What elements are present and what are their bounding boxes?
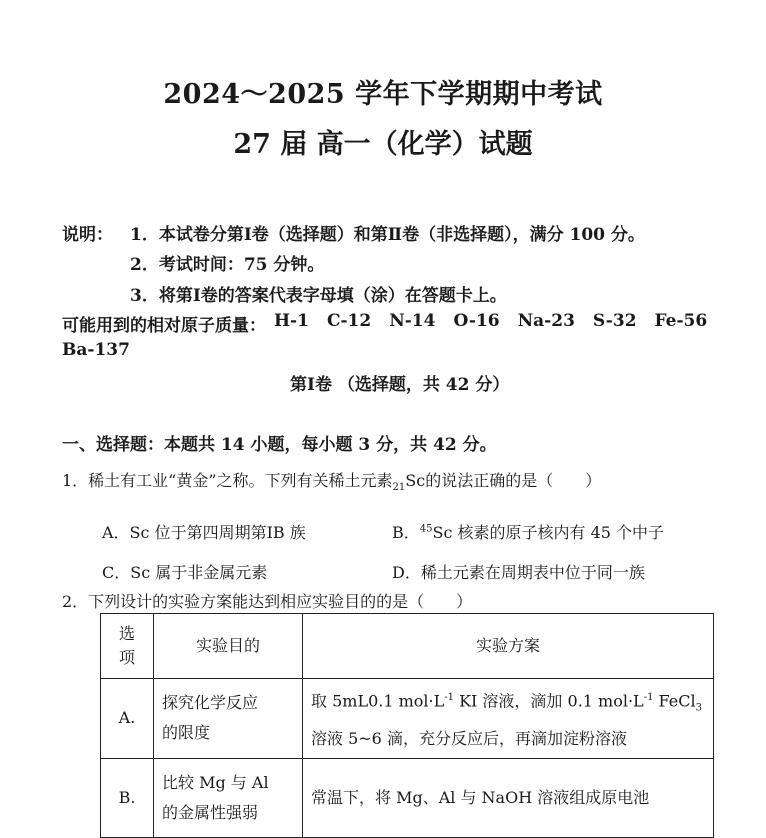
atomic-mass-h: H-1	[274, 311, 309, 331]
q1-option-b: B．$^{45}$Sc 核素的原子核内有 45 个中子	[392, 523, 665, 542]
instruction-item-2: 2．考试时间：75 分钟。	[130, 255, 325, 275]
q1-option-d: D．稀土元素在周期表中位于同一族	[392, 563, 645, 582]
row-a-option: A.	[101, 679, 154, 759]
row-a-plan: 取 5mL0.1 $mol\cdot L^{-1}$ KI 溶液，滴加 0.1 $mol\cdot L^{-1}$ FeCl$_3$ 溶液 5~6 滴，充分反应后，再滴加淀粉溶液	[303, 679, 714, 759]
atomic-mass-o: O-16	[453, 311, 500, 331]
q1-option-a: A．Sc 位于第四周期第ⅠB 族	[102, 523, 306, 542]
row-b-plan: 常温下，将 Mg、Al 与 NaOH 溶液组成原电池	[303, 758, 714, 837]
experiment-table	[100, 613, 714, 838]
atomic-mass-line	[62, 311, 707, 336]
row-b-option: B.	[101, 758, 154, 837]
atomic-mass-s: S-32	[592, 311, 637, 331]
atomic-mass-ba: Ba-137	[62, 340, 130, 360]
instruction-item-1: 1．本试卷分第Ⅰ卷（选择题）和第Ⅱ卷（非选择题），满分 100 分。	[130, 225, 645, 245]
section1-part-title: 一、选择题：本题共 14 小题，每小题 3 分，共 42 分。	[62, 435, 497, 455]
header-plan: 实验方案	[303, 614, 714, 679]
exam-title-line1: 2024～2025 学年下学期期中考试	[163, 79, 603, 110]
atomic-mass-na: Na-23	[517, 311, 575, 331]
table-row	[101, 758, 714, 837]
row-a-purpose: 探究化学反应 的限度	[154, 679, 303, 759]
q2-stem: 2．下列设计的实验方案能达到相应实验目的的是（ ）	[62, 592, 473, 611]
q1-option-c: C．Sc 属于非金属元素	[102, 563, 268, 582]
instructions-label: 说明：	[62, 225, 113, 245]
atomic-mass-fe: Fe-56	[654, 311, 708, 331]
instruction-item-3: 3．将第Ⅰ卷的答案代表字母填（涂）在答题卡上。	[130, 286, 507, 306]
q1-stem: 1．稀土有工业“黄金”之称。下列有关稀土元素$_{21}$Sc的说法正确的是（ ）	[62, 471, 602, 494]
row-b-purpose: 比较 Mg 与 Al 的金属性强弱	[154, 758, 303, 837]
atomic-mass-n: N-14	[389, 311, 436, 331]
atomic-mass-label: 可能用到的相对原子质量：	[62, 316, 266, 336]
header-option: 选 项	[101, 614, 154, 679]
atomic-mass-c: C-12	[326, 311, 372, 331]
table-header-row	[101, 614, 714, 679]
exam-title-line2: 27 届 高一（化学）试题	[233, 129, 533, 160]
section1-heading: 第Ⅰ卷 （选择题，共 42 分）	[290, 375, 510, 395]
q1-atomic-number: 21	[392, 482, 406, 494]
table-row	[101, 679, 714, 759]
header-purpose: 实验目的	[154, 614, 303, 679]
